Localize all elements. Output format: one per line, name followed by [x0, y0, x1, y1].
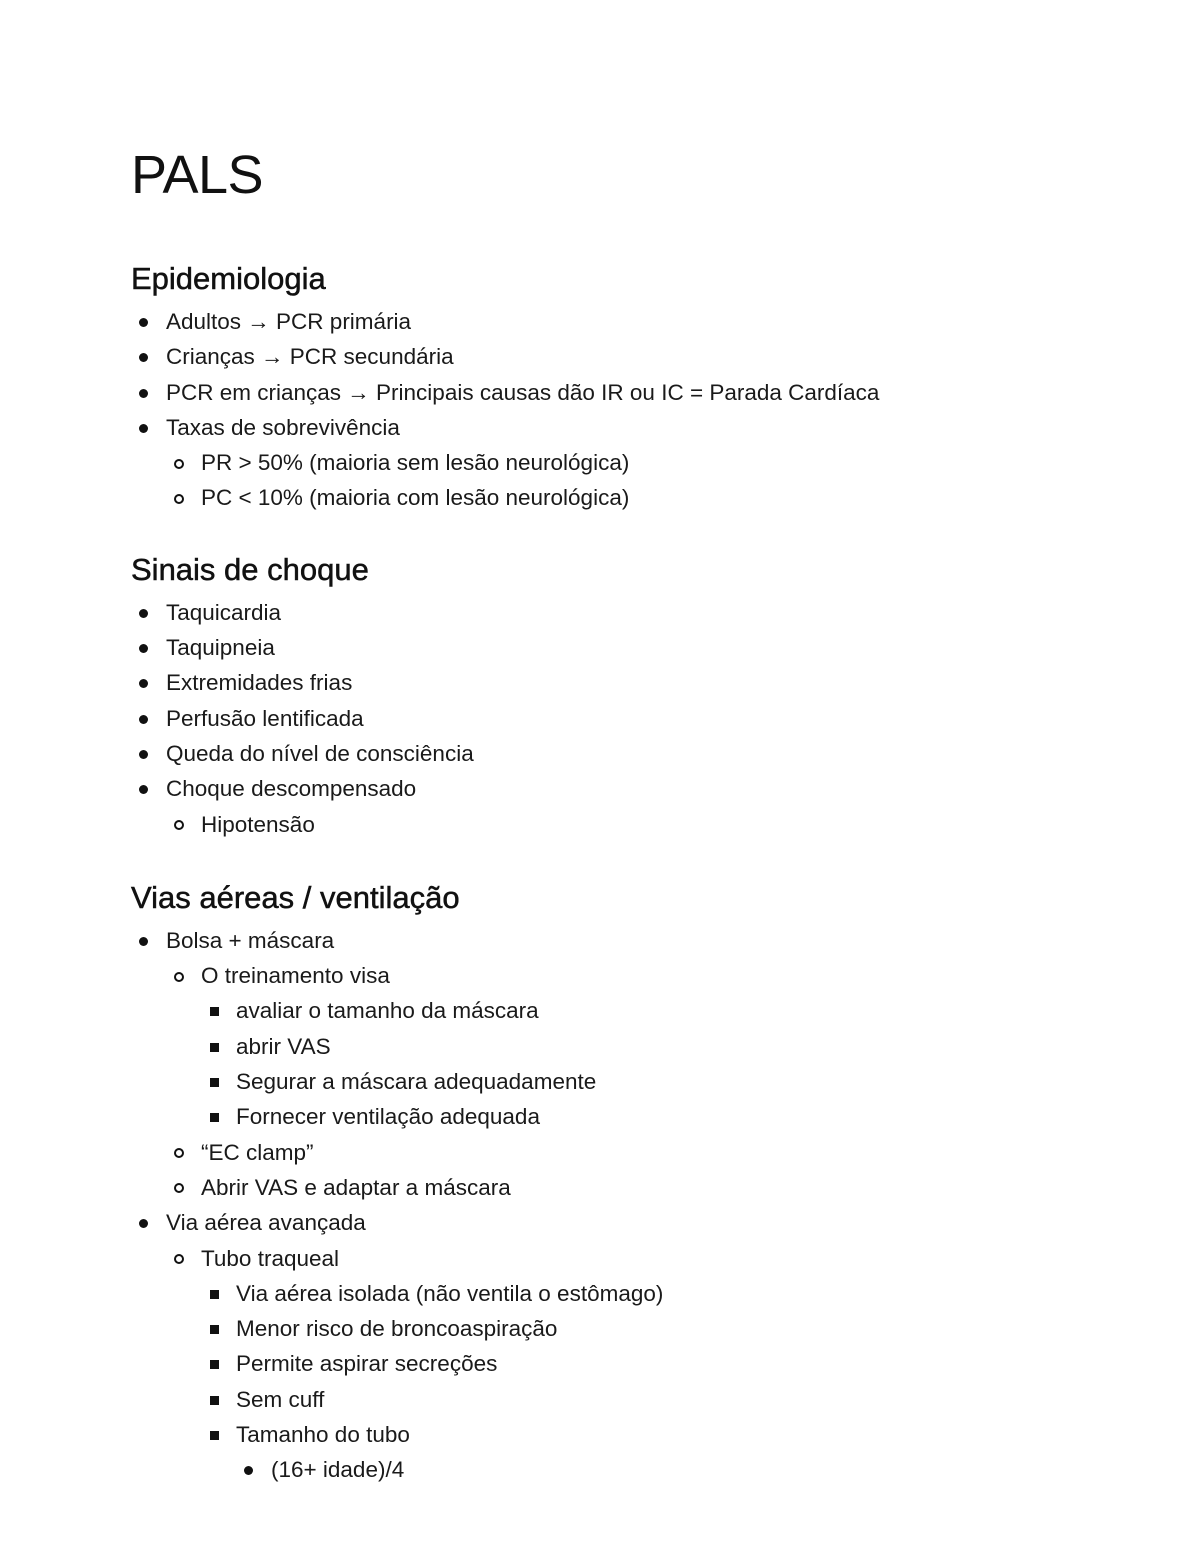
bullet-disc-icon	[139, 937, 148, 946]
bullet-disc-icon	[139, 318, 148, 327]
list-item: Crianças → PCR secundária	[131, 339, 1131, 374]
bullet-disc-icon	[139, 353, 148, 362]
bullet-circle-icon	[174, 1148, 184, 1158]
bullet-circle-icon	[174, 1254, 184, 1264]
bullet-square-icon	[210, 1396, 219, 1405]
list-item: Perfusão lentificada	[131, 701, 1131, 736]
list-item: PC < 10% (maioria com lesão neurológica)	[166, 480, 1131, 515]
bullet-square-icon	[210, 1007, 219, 1016]
bullet-disc-icon	[139, 785, 148, 794]
list-item: Sem cuff	[201, 1382, 1131, 1417]
bullet-disc-icon	[139, 609, 148, 618]
bullet-disc-icon	[139, 1219, 148, 1228]
list-item: Hipotensão	[166, 807, 1131, 842]
sublist	[166, 958, 1131, 1205]
bullet-disc-icon	[139, 750, 148, 759]
list-item: Tamanho do tubo (16+ idade)/4	[201, 1417, 1131, 1488]
bullet-disc-icon	[139, 679, 148, 688]
list-item: “EC clamp”	[166, 1135, 1131, 1170]
list-item: Adultos → PCR primária	[131, 304, 1131, 339]
bullet-disc-icon	[139, 389, 148, 398]
list-item: Tubo traqueal Via aérea isolada (não ventila o estômago) Menor risco de broncoaspiração Permite aspirar secreções Sem cuff Tamanho do tubo (16+ idade)/4	[166, 1241, 1131, 1488]
sublist	[166, 445, 1131, 516]
list-item: (16+ idade)/4	[236, 1452, 1131, 1487]
list-sinais-de-choque	[131, 595, 1131, 842]
bullet-square-icon	[210, 1078, 219, 1087]
sublist	[166, 807, 1131, 842]
list-item: Taquicardia	[131, 595, 1131, 630]
sublist	[201, 993, 1131, 1134]
list-item: Taquipneia	[131, 630, 1131, 665]
bullet-disc-icon	[139, 424, 148, 433]
section-heading-sinais-de-choque: Sinais de choque	[131, 551, 369, 587]
bullet-square-icon	[210, 1325, 219, 1334]
list-item: Fornecer ventilação adequada	[201, 1099, 1131, 1134]
bullet-square-icon	[210, 1431, 219, 1440]
bullet-square-icon	[210, 1043, 219, 1052]
list-item: Choque descompensado Hipotensão	[131, 771, 1131, 842]
list-item: Queda do nível de consciência	[131, 736, 1131, 771]
bullet-circle-icon	[174, 459, 184, 469]
bullet-disc-icon	[244, 1466, 253, 1475]
bullet-disc-icon	[139, 715, 148, 724]
sublist	[166, 1241, 1131, 1488]
list-vias-aereas	[131, 923, 1131, 1488]
list-item: Via aérea isolada (não ventila o estômago)	[201, 1276, 1131, 1311]
page-title: PALS	[131, 145, 264, 205]
bullet-circle-icon	[174, 820, 184, 830]
list-item: Abrir VAS e adaptar a máscara	[166, 1170, 1131, 1205]
list-item: Bolsa + máscara O treinamento visa avaliar o tamanho da máscara abrir VAS Segurar a máscara adequadamente Fornecer ventilação adequada “EC clamp” Abrir VAS e adaptar a máscara	[131, 923, 1131, 1205]
list-item: Menor risco de broncoaspiração	[201, 1311, 1131, 1346]
list-epidemiologia	[131, 304, 1131, 516]
list-item: abrir VAS	[201, 1029, 1131, 1064]
list-item: Permite aspirar secreções	[201, 1346, 1131, 1381]
sublist	[236, 1452, 1131, 1487]
bullet-square-icon	[210, 1360, 219, 1369]
list-item: Segurar a máscara adequadamente	[201, 1064, 1131, 1099]
list-item: O treinamento visa avaliar o tamanho da máscara abrir VAS Segurar a máscara adequadamente Fornecer ventilação adequada	[166, 958, 1131, 1134]
list-item: Taxas de sobrevivência PR > 50% (maioria sem lesão neurológica) PC < 10% (maioria com lesão neurológica)	[131, 410, 1131, 516]
section-heading-vias-aereas: Vias aéreas / ventilação	[131, 879, 460, 915]
bullet-disc-icon	[139, 644, 148, 653]
bullet-circle-icon	[174, 494, 184, 504]
list-item: avaliar o tamanho da máscara	[201, 993, 1131, 1028]
sublist	[201, 1276, 1131, 1488]
bullet-square-icon	[210, 1290, 219, 1299]
list-item: PCR em crianças → Principais causas dão IR ou IC = Parada Cardíaca	[131, 375, 1131, 410]
list-item: PR > 50% (maioria sem lesão neurológica)	[166, 445, 1131, 480]
bullet-circle-icon	[174, 1183, 184, 1193]
bullet-circle-icon	[174, 972, 184, 982]
bullet-square-icon	[210, 1113, 219, 1122]
section-heading-epidemiologia: Epidemiologia	[131, 261, 326, 296]
list-item: Extremidades frias	[131, 665, 1131, 700]
document-page	[131, 143, 1131, 1488]
list-item: Via aérea avançada Tubo traqueal Via aérea isolada (não ventila o estômago) Menor risco de broncoaspiração Permite aspirar secreções Sem cuff Tamanho do tubo (16+ idade)/4	[131, 1205, 1131, 1487]
